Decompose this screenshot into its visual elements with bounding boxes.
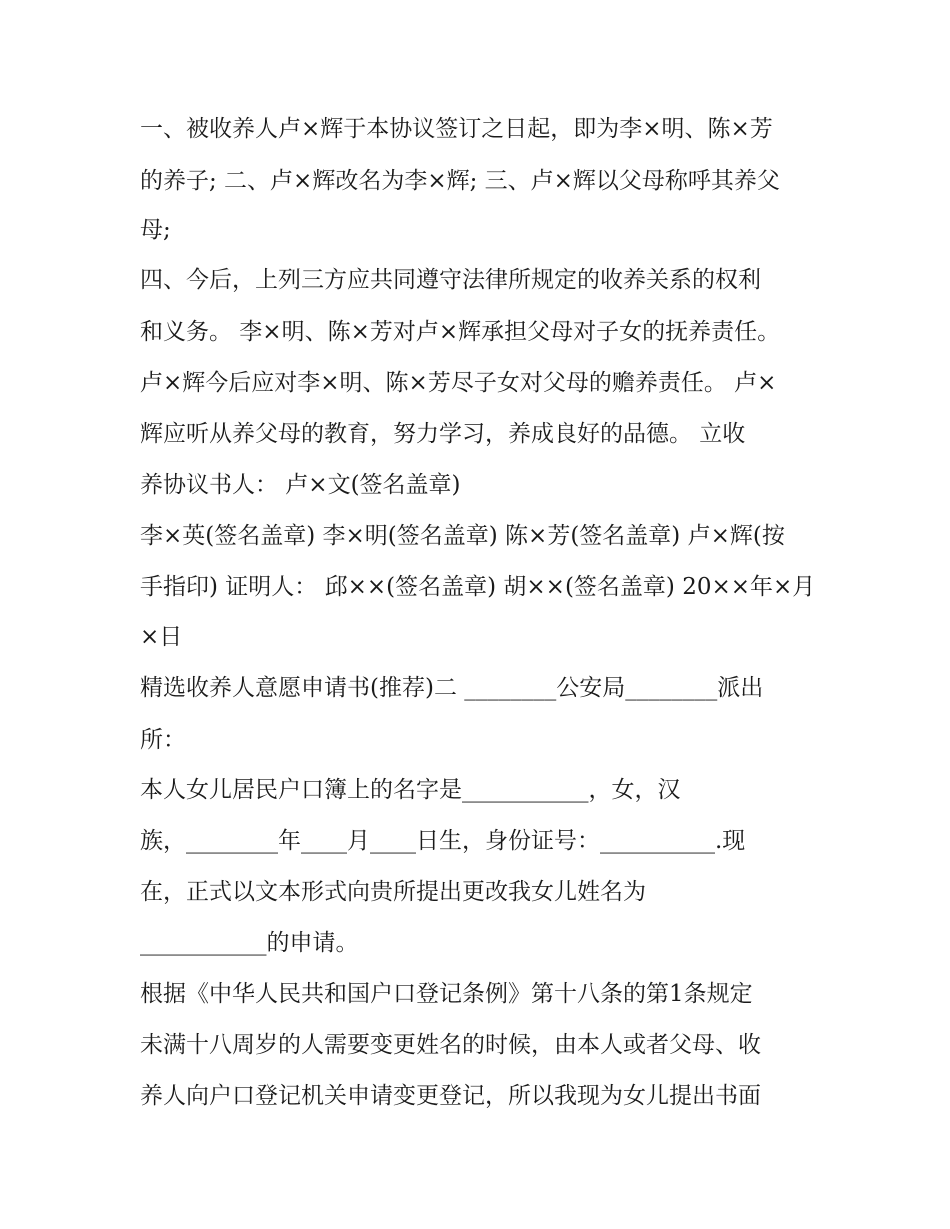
text-line: 养人向户口登记机关申请变更登记，所以我现为女儿提出书面 bbox=[140, 1083, 761, 1109]
text-line: 所： bbox=[140, 727, 186, 753]
text-line: 一、被收养人卢×辉于本协议签订之日起，即为李×明、陈×芳 bbox=[140, 116, 773, 142]
text-line: 和义务。 李×明、陈×芳对卢×辉承担父母对子女的抚养责任。 bbox=[140, 319, 781, 345]
text-line: 辉应听从养父母的教育，努力学习，养成良好的品德。 立收 bbox=[140, 421, 746, 447]
text-line: 根据《中华人民共和国户口登记条例》第十八条的第1条规定 bbox=[140, 981, 753, 1007]
text-line: 本人女儿居民户口簿上的名字是___________，女，汉 bbox=[140, 777, 681, 803]
text-line: 四、今后，上列三方应共同遵守法律所规定的收养关系的权利 bbox=[140, 267, 761, 293]
text-line: 母; bbox=[140, 217, 171, 243]
text-line: ×日 bbox=[140, 624, 183, 650]
text-line: 族，________年____月____日生，身份证号：__________.现 bbox=[140, 828, 746, 854]
text-line: 李×英(签名盖章) 李×明(签名盖章) 陈×芳(签名盖章) 卢×辉(按 bbox=[140, 523, 785, 549]
text-line: 精选收养人意愿申请书(推荐)二 ________公安局________派出 bbox=[140, 675, 764, 701]
text-line: 养协议书人： 卢×文(签名盖章) bbox=[140, 472, 461, 498]
text-line: 在，正式以文本形式向贵所提出更改我女儿姓名为 bbox=[140, 879, 646, 905]
text-line: 的养子; 二、卢×辉改名为李×辉; 三、卢×辉以父母称呼其养父 bbox=[140, 168, 780, 194]
text-line: 卢×辉今后应对李×明、陈×芳尽子女对父母的赡养责任。 卢× bbox=[140, 370, 777, 396]
text-line: 手指印) 证明人： 邱××(签名盖章) 胡××(签名盖章) 20××年×月 bbox=[140, 574, 816, 600]
text-line: ___________的申请。 bbox=[140, 930, 359, 956]
text-line: 未满十八周岁的人需要变更姓名的时候，由本人或者父母、收 bbox=[140, 1032, 761, 1058]
